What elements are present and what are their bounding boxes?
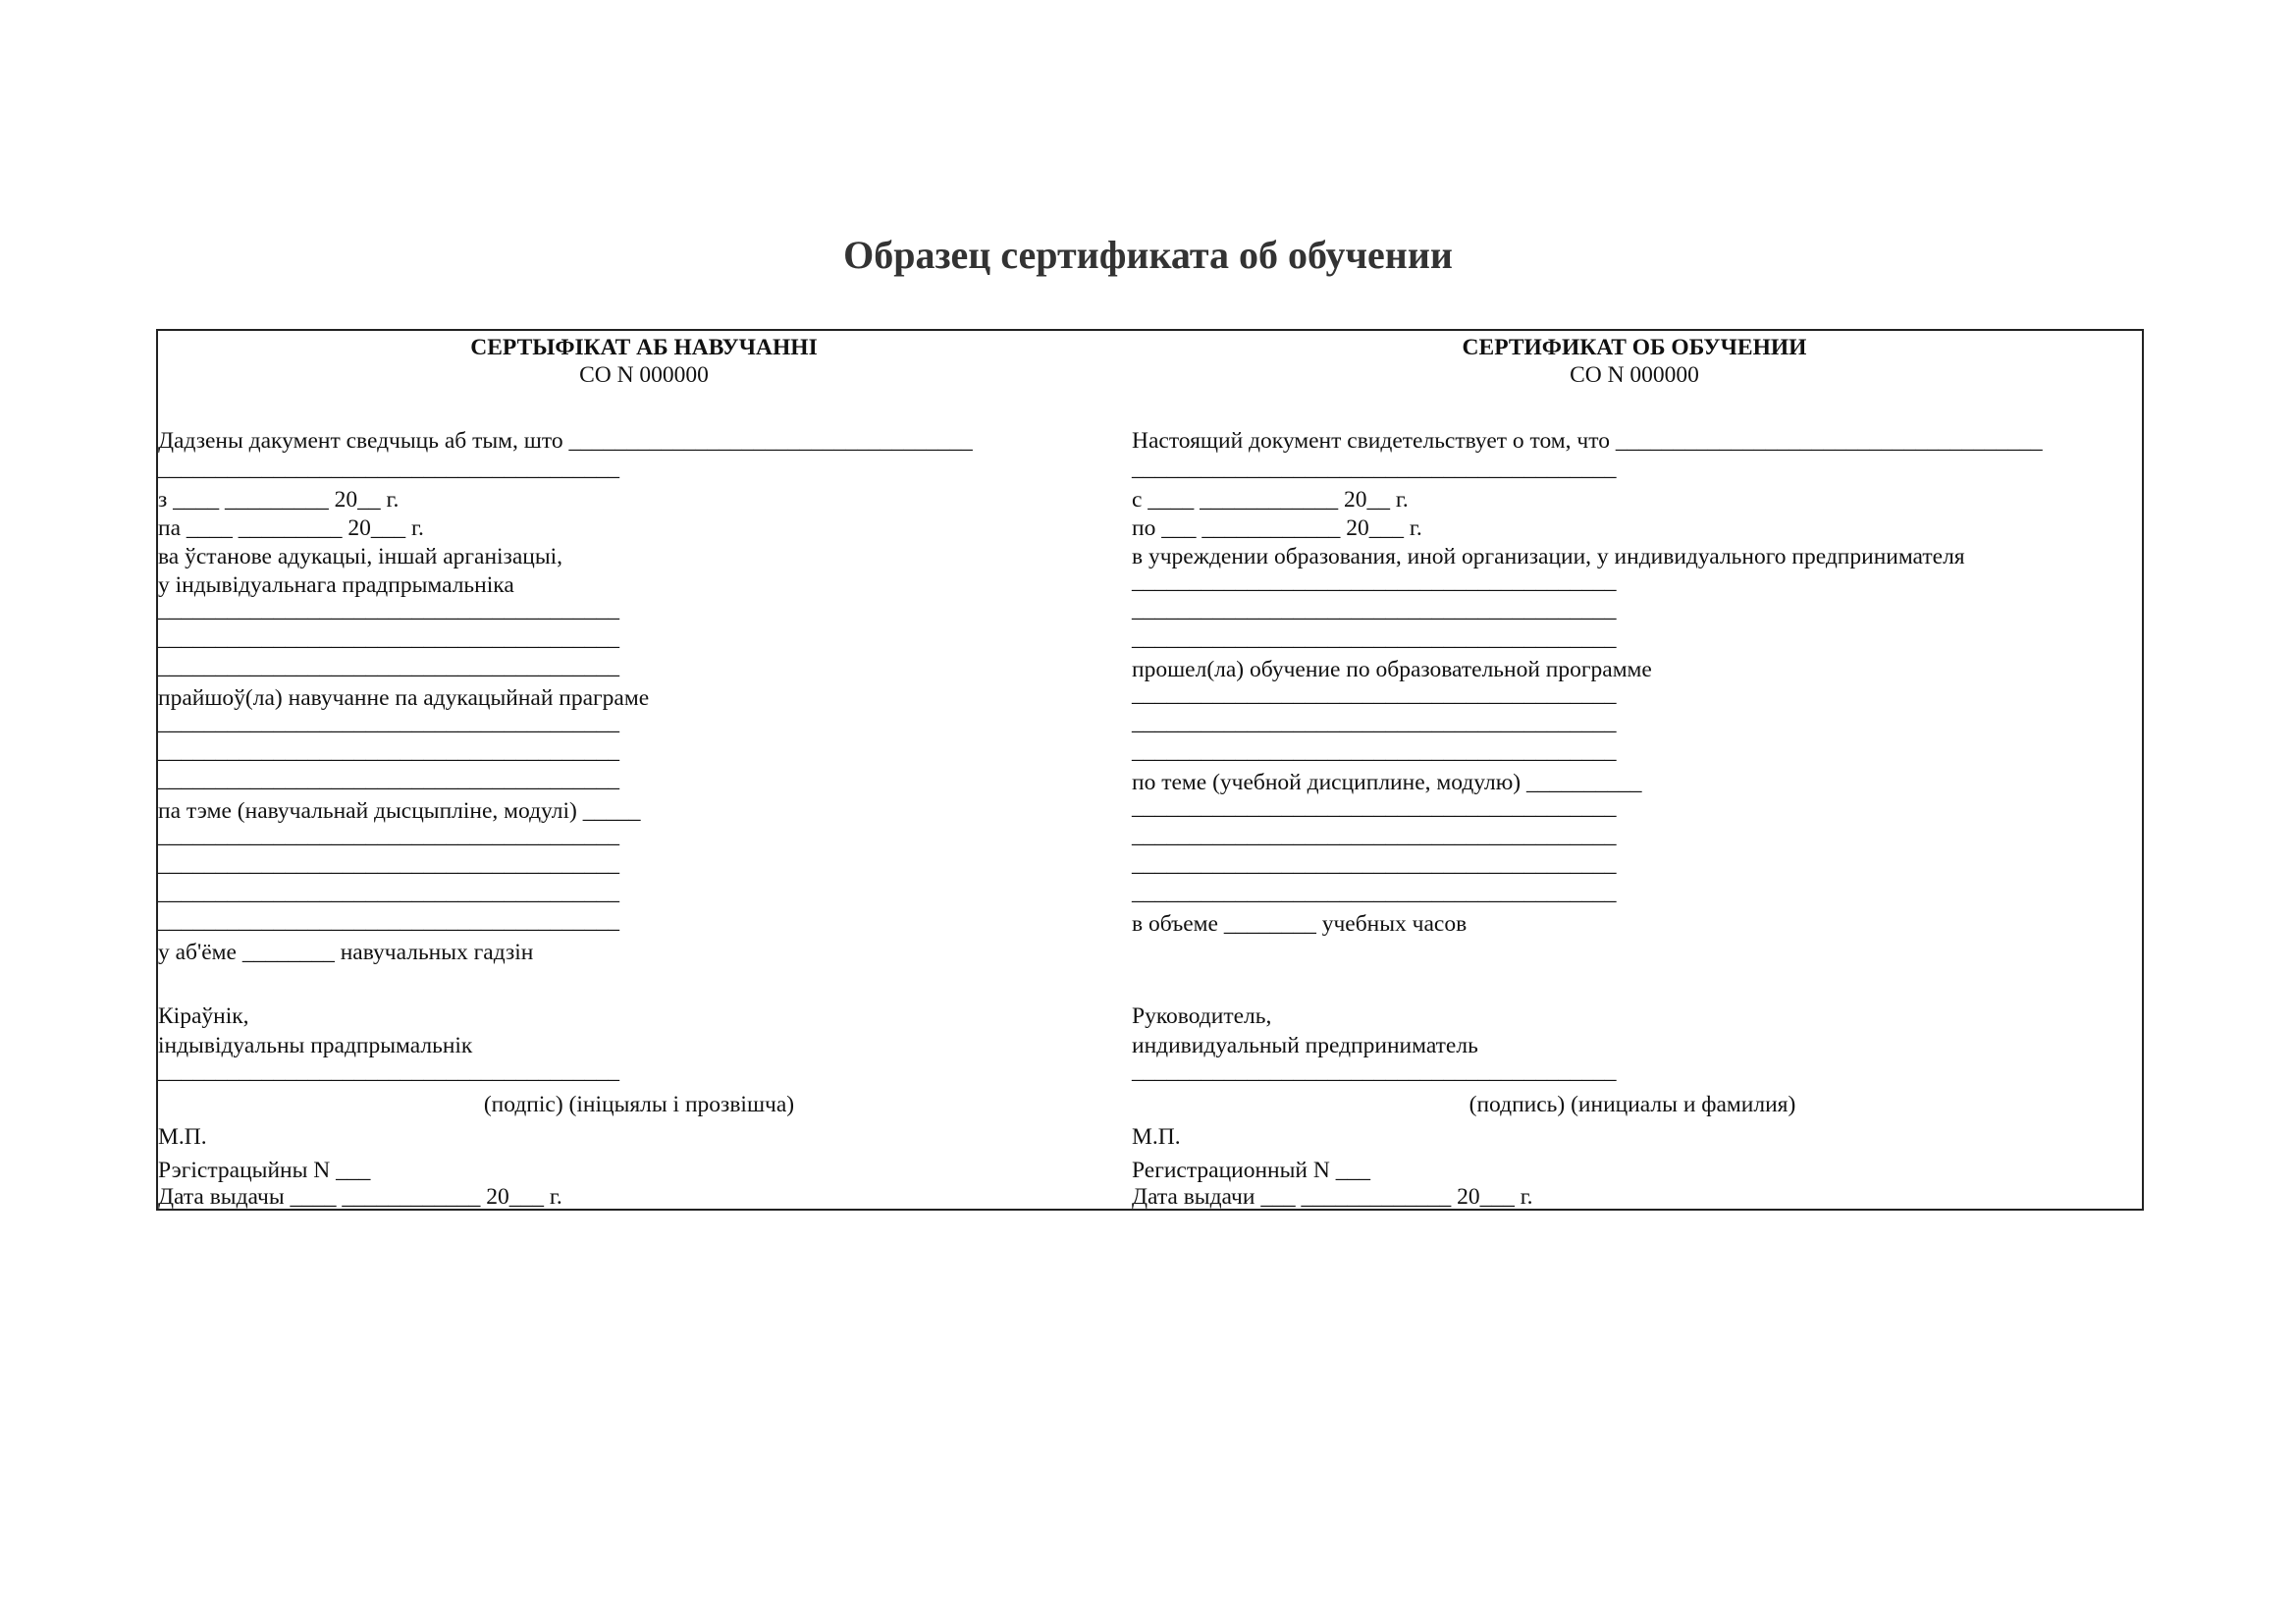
- blank-line: __________________________________________: [1132, 568, 1617, 594]
- blank-line: __________________________________________: [1132, 880, 1617, 905]
- blank-line: __________________________________________: [1132, 738, 1617, 764]
- institution-line: ва ўстанове адукацыі, іншай арганізацыі,: [158, 544, 563, 569]
- blank-line: __________________________________________: [1132, 823, 1617, 848]
- blank-line: ________________________________________: [158, 738, 619, 764]
- blank-line: ________________________________________: [158, 823, 619, 848]
- intro-line: Дадзены дакумент сведчыць аб тым, што ___________________________________: [158, 428, 973, 454]
- seal-mark: М.П.: [158, 1124, 207, 1150]
- blank-line: __________________________________________: [1132, 597, 1617, 623]
- registration-number: Регистрационный N ___: [1132, 1158, 1370, 1183]
- issue-date: Дата выдачы ____ ____________ 20___ г.: [158, 1184, 562, 1210]
- program-line: прайшоў(ла) навучанне па адукацыйнай праграме: [158, 685, 650, 711]
- date-from: з ____ _________ 20__ г.: [158, 487, 400, 513]
- blank-line: ________________________________________: [158, 767, 619, 792]
- certificate-russian: [1132, 331, 2143, 1209]
- date-from: с ____ ____________ 20__ г.: [1132, 487, 1409, 513]
- institution-line: в учреждении образования, иной организации, у индивидуального предпринимателя: [1132, 544, 1965, 569]
- head-title: Руководитель,: [1132, 1003, 1272, 1029]
- blank-line: ________________________________________: [158, 625, 619, 651]
- date-to: па ____ _________ 20___ г.: [158, 515, 424, 541]
- signature-blank: ________________________________________: [158, 1058, 619, 1084]
- certificate-number: СО N 000000: [579, 362, 709, 388]
- blank-line: __________________________________________: [1132, 625, 1617, 651]
- head-title: Кіраўнік,: [158, 1003, 249, 1029]
- blank-line: __________________________________________: [1132, 710, 1617, 735]
- blank-line: ________________________________________: [158, 597, 619, 623]
- issue-date: Дата выдачи ___ _____________ 20___ г.: [1132, 1184, 1533, 1210]
- blank-line: __________________________________________: [1132, 681, 1617, 707]
- certificate-header: СЕРТЫФІКАТ АБ НАВУЧАННІ: [470, 335, 818, 360]
- institution-line: у індывідуальнага прадпрымальніка: [158, 572, 514, 598]
- program-line: прошел(ла) обучение по образовательной программе: [1132, 657, 1652, 682]
- registration-number: Рэгістрацыйны N ___: [158, 1158, 371, 1183]
- topic-line: по теме (учебной дисциплине, модулю) __________: [1132, 770, 1642, 795]
- head-title: індывідуальны прадпрымальнік: [158, 1033, 473, 1058]
- head-title: индивидуальный предприниматель: [1132, 1033, 1478, 1058]
- blank-line: __________________________________________: [1132, 794, 1617, 820]
- hours-line: у аб'ёме ________ навучальных гадзін: [158, 940, 534, 965]
- blank-line: ________________________________________: [158, 456, 619, 481]
- certificate-belarusian: [158, 331, 1130, 1209]
- blank-line: ________________________________________: [158, 654, 619, 679]
- certificate-number: СО N 000000: [1570, 362, 1699, 388]
- page-title: Образец сертификата об обучении: [843, 233, 1453, 277]
- blank-line: ________________________________________: [158, 851, 619, 877]
- certificate-header: СЕРТИФИКАТ ОБ ОБУЧЕНИИ: [1462, 335, 1807, 360]
- signature-caption: (подпіс) (ініцыялы і прозвішча): [483, 1092, 795, 1117]
- certificate-form: [156, 329, 2144, 1211]
- blank-line: __________________________________________: [1132, 456, 1617, 481]
- blank-line: ________________________________________: [158, 880, 619, 905]
- date-to: по ___ ____________ 20___ г.: [1132, 515, 1422, 541]
- signature-blank: __________________________________________: [1132, 1058, 1617, 1084]
- signature-caption: (подпись) (инициалы и фамилия): [1468, 1092, 1796, 1117]
- intro-line: Настоящий документ свидетельствует о том, что _____________________________________: [1132, 428, 2043, 454]
- blank-line: ________________________________________: [158, 710, 619, 735]
- hours-line: в объеме ________ учебных часов: [1132, 911, 1468, 937]
- topic-line: па тэме (навучальнай дысцыпліне, модулі) _____: [158, 798, 641, 824]
- blank-line: ________________________________________: [158, 908, 619, 934]
- seal-mark: М.П.: [1132, 1124, 1181, 1150]
- blank-line: __________________________________________: [1132, 851, 1617, 877]
